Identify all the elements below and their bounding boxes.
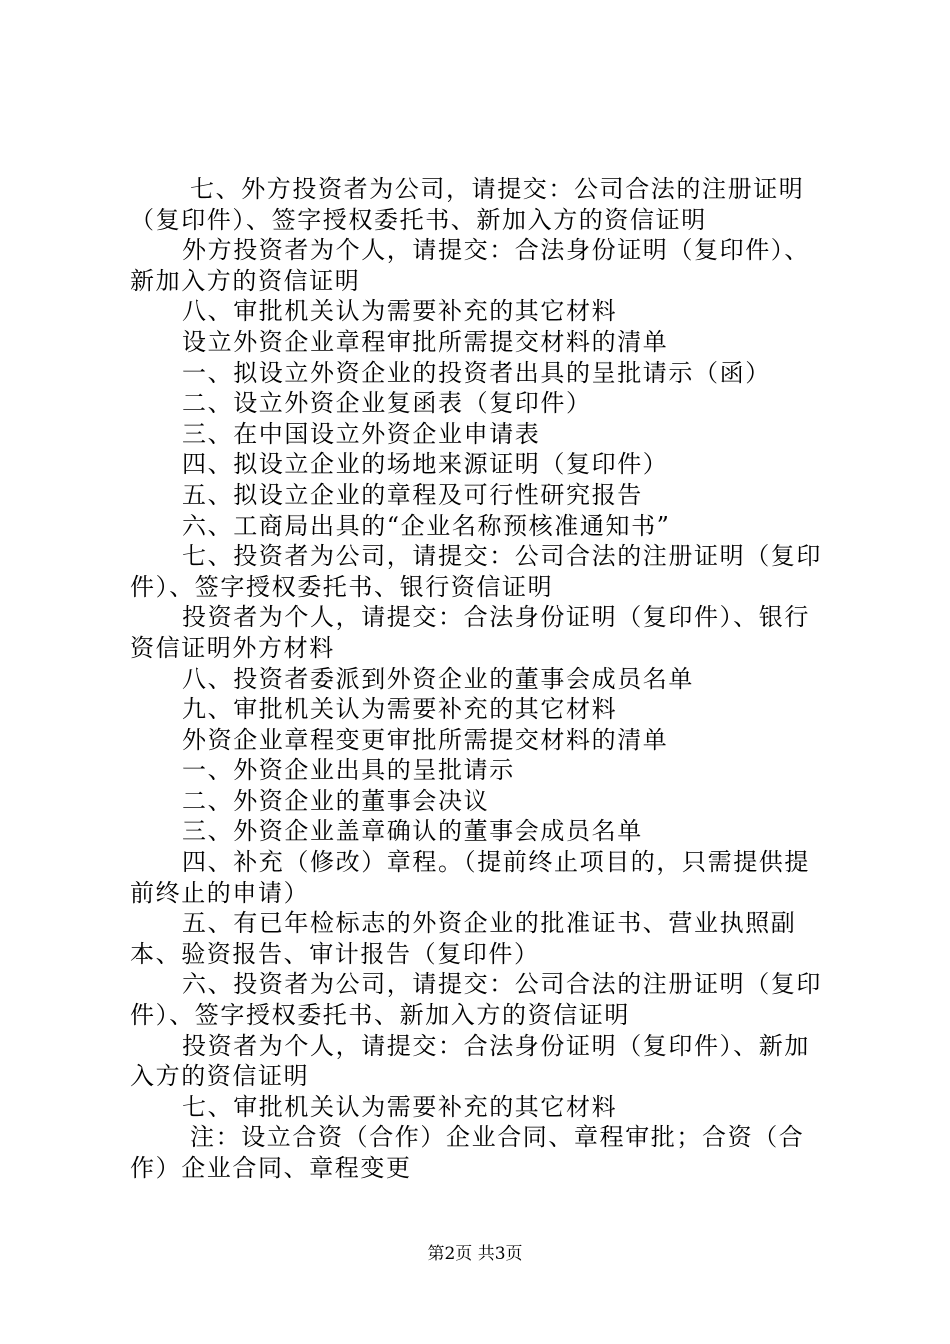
paragraph: 五、拟设立企业的章程及可行性研究报告 <box>182 480 643 509</box>
paragraph: 五、有已年检标志的外资企业的批准证书、营业执照副本、验资报告、审计报告（复印件） <box>130 909 797 968</box>
paragraph: 二、设立外资企业复函表（复印件） <box>182 389 592 418</box>
paragraph: 投资者为个人，请提交：合法身份证明（复印件）、新加入方的资信证明 <box>130 1031 810 1091</box>
paragraph: 一、拟设立外资企业的投资者出具的呈批请示（函） <box>182 358 771 387</box>
paragraph: 七、审批机关认为需要补充的其它材料 <box>182 1092 618 1121</box>
paragraph: 七、外方投资者为公司，请提交：公司合法的注册证明（复印件）、签字授权委托书、新加入方的资信证明 <box>130 175 805 234</box>
section-heading: 设立外资企业章程审批所需提交材料的清单 <box>182 327 669 356</box>
document-body <box>130 174 830 1184</box>
paragraph: 三、在中国设立外资企业申请表 <box>182 419 541 448</box>
paragraph: 九、审批机关认为需要补充的其它材料 <box>182 695 618 724</box>
paragraph: 三、外资企业盖章确认的董事会成员名单 <box>182 817 643 846</box>
paragraph: 八、投资者委派到外资企业的董事会成员名单 <box>182 664 694 693</box>
section-heading: 外资企业章程变更审批所需提交材料的清单 <box>182 725 669 754</box>
paragraph: 一、外资企业出具的呈批请示 <box>182 756 515 785</box>
paragraph: 七、投资者为公司，请提交：公司合法的注册证明（复印件）、签字授权委托书、银行资信证明 <box>130 542 822 601</box>
paragraph: 八、审批机关认为需要补充的其它材料 <box>182 297 618 326</box>
paragraph: 四、拟设立企业的场地来源证明（复印件） <box>182 450 669 479</box>
paragraph: 投资者为个人，请提交：合法身份证明（复印件）、银行资信证明外方材料 <box>130 603 810 662</box>
paragraph: 二、外资企业的董事会决议 <box>182 786 490 815</box>
paragraph: 六、工商局出具的“企业名称预核准通知书” <box>182 511 671 540</box>
paragraph: 六、投资者为公司，请提交：公司合法的注册证明（复印件）、签字授权委托书、新加入方的资信证明 <box>130 970 822 1030</box>
paragraph: 外方投资者为个人，请提交：合法身份证明（复印件）、新加入方的资信证明 <box>130 236 810 295</box>
paragraph: 四、补充（修改）章程。（提前终止项目的，只需提供提前终止的申请） <box>130 848 810 907</box>
note-paragraph: 注：设立合资（合作）企业合同、章程审批；合资（合作）企业合同、章程变更 <box>130 1123 805 1182</box>
page-footer: 第2页 共3页 <box>427 1244 523 1264</box>
